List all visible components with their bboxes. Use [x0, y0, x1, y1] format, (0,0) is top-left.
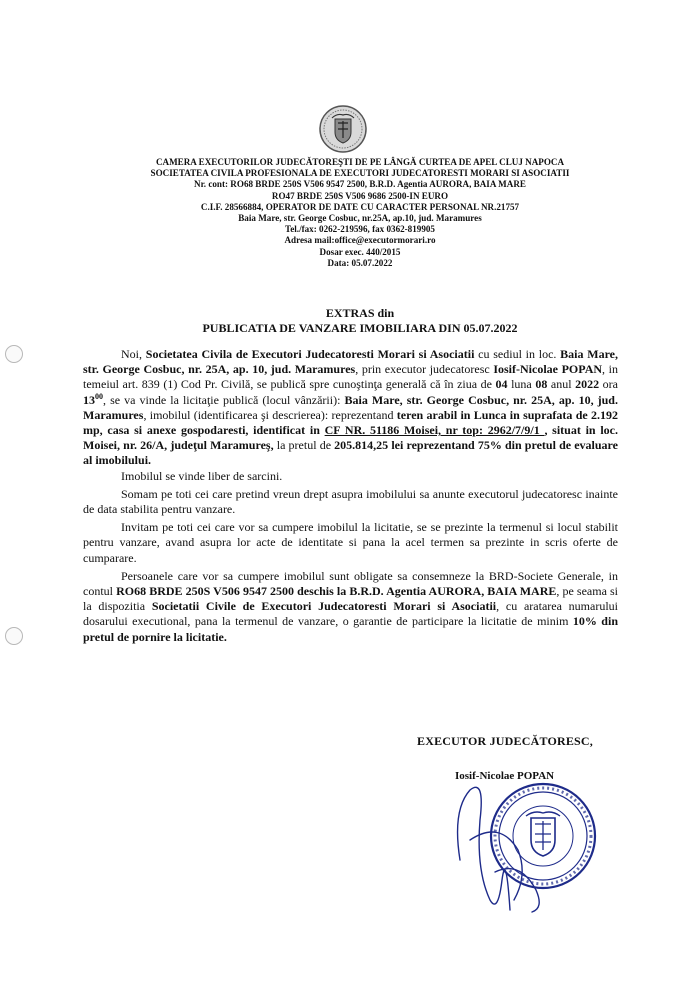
text-run: 13	[83, 392, 95, 407]
bold-run: Baia Mare, str. George Cosbuc, nr. 25A, ap. 10, jud. Maramures	[83, 392, 618, 422]
bold-run: 04	[495, 377, 508, 392]
text-run: , se va vinde la licitaţie publică (locul vânzării):	[103, 392, 345, 407]
underlined-run: CF NR. 51186 Moisei, nr top: 2962/7/9/1	[324, 423, 545, 438]
document-body	[83, 347, 618, 645]
bold-run: Baia Mare, str. George Cosbuc, nr. 25A, ap. 10, jud. Maramures	[83, 347, 619, 377]
bold-run: teren arabil in Lunca in suprafata de 2.192 mp, casa si anexe gospodaresti, identificat in	[83, 407, 618, 438]
bold-run: 2022	[575, 377, 600, 392]
text-run: , in temeiul art. 839 (1) Cod Pr. Civilă, se publică spre cunoştinţa generală că în ziua de	[83, 362, 619, 392]
bold-run: 205.814,25 lei reprezentand 75% din pretul de evaluare al imobilului.	[83, 438, 618, 468]
text-run: , pe seama si la dispozitia	[83, 584, 618, 614]
text-run: , imobilul (identificarea şi descrierea): reprezentand	[143, 407, 397, 422]
letterhead-company: SOCIETATEA CIVILA PROFESIONALA DE EXECUTORI JUDECATORESTI MORARI SI ASOCIATII	[150, 168, 570, 179]
official-stamp-and-signature	[440, 780, 600, 920]
letterhead-email: Adresa mail:office@executormorari.ro	[284, 235, 436, 246]
executor-title: EXECUTOR JUDECĂTORESC,	[417, 734, 593, 748]
text-run: Noi,	[121, 347, 146, 361]
punch-hole-top	[5, 345, 23, 363]
title-line-1: EXTRAS din	[325, 306, 395, 320]
text-run: la pretul de	[273, 438, 335, 453]
executor-name: Iosif-Nicolae POPAN	[455, 770, 555, 782]
bold-run: , situat in loc. Moisei, nr. 26/A, judeţul Maramureş,	[83, 423, 618, 453]
paragraph-invitation: Invitam pe toti cei care vor sa cumpere imobilul la licitatie, se se prezinte la termenul si locul stabilit pentru vanzare, avand asupra lor acte de identitate si pana la acel termen sa prezinte in scris oferte de cumparare.	[83, 520, 618, 565]
bold-run: RO68 BRDE 250S V506 9547 2500 deschis la B.R.D. Agentia AURORA, BAIA MARE	[116, 584, 557, 599]
bold-run: Societatea Civila de Executori Judecatoresti Morari si Asociatii	[145, 347, 475, 361]
letterhead-cif: C.I.F. 28566884, OPERATOR DE DATE CU CARACTER PERSONAL NR.21757	[200, 201, 520, 212]
bold-run	[325, 423, 545, 437]
text-run: Persoanele care vor sa cumpere imobilul sunt obligate sa consemneze la BRD-Societe Generale, in contul	[83, 568, 618, 599]
bold-run	[83, 393, 103, 407]
text-run: , prin executor judecatoresc	[355, 362, 494, 377]
text-run: anul	[547, 377, 576, 392]
superscript: 00	[95, 391, 103, 401]
paragraph-summons: Somam pe toti cei care pretind vreun drept asupra imobilului sa anunte executorul judecatoresc inainte de data stabilita pentru vanzare.	[83, 486, 618, 517]
letterhead-date: Data: 05.07.2022	[327, 257, 393, 268]
bold-run: Societatii Civile de Executori Judecatoresti Morari si Asociatii	[151, 599, 497, 614]
letterhead-account-eur: RO47 BRDE 250S V506 9686 2500-IN EURO	[271, 190, 449, 201]
paragraph-guarantee	[83, 569, 618, 645]
letterhead-file-number: Dosar exec. 440/2015	[319, 246, 401, 257]
title-line-2: PUBLICATIA DE VANZARE IMOBILIARA DIN 05.07.2022	[202, 321, 518, 335]
document-title	[60, 306, 660, 336]
letterhead	[60, 157, 660, 269]
letterhead-chamber: CAMERA EXECUTORILOR JUDECĂTOREŞTI DE PE LÂNGĂ CURTEA DE APEL CLUJ NAPOCA	[155, 157, 565, 167]
letterhead-account-ron: Nr. cont: RO68 BRDE 250S V506 9547 2500, B.R.D. Agentia AURORA, BAIA MARE	[194, 179, 526, 190]
bold-run: Iosif-Nicolae POPAN	[493, 362, 603, 377]
paragraph-no-liens: Imobilul se vinde liber de sarcini.	[121, 468, 283, 483]
letterhead-phone: Tel./fax: 0262-219596, fax 0362-819905	[285, 224, 435, 235]
paragraph-announcement	[83, 347, 618, 469]
punch-hole-bottom	[5, 627, 23, 645]
bold-run: 08	[535, 377, 548, 392]
bold-run: 10% din pretul de pornire la licitatie.	[83, 614, 618, 644]
text-run: luna	[507, 377, 536, 392]
text-run: ora	[599, 377, 619, 392]
coat-of-arms-seal	[318, 104, 368, 154]
text-run: cu sediul in loc.	[474, 347, 561, 361]
text-run: , cu aratarea numarului dosarului executional, pana la termenul de vanzare, o garantie de participare la licitatie de minim	[83, 599, 619, 629]
letterhead-address: Baia Mare, str. George Cosbuc, nr.25A, ap.10, jud. Maramures	[238, 213, 482, 224]
